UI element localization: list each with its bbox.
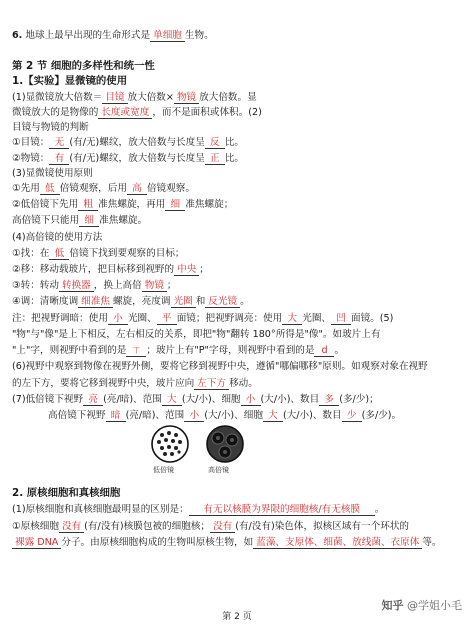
text-line: ①原核细胞 没有 (有/没有)核膜包被的细胞核； 没有 (有/没有)染色体，拟核区域有一个环状的	[12, 521, 410, 532]
text-line: (7)低倍镜下视野 亮 (亮/暗)、范围 大 (大/小)、细胞 小 (大/小)、数目 多 (多/少)；	[12, 394, 379, 405]
text-line: ①找：在 低 倍镜下找到要观察的目标；	[12, 248, 185, 259]
text-line: "物"与"像"是上下相反，左右相反的关系，即把"物"翻转 180°所得是"像"。如玻片上有	[12, 329, 381, 340]
low-power-caption: 低倍镜	[153, 466, 174, 474]
text-line: ②物镜： 有 (有/无)螺纹，放大倍数与长度呈 正 比。	[12, 153, 245, 164]
subsection-heading-2: 2. 原核细胞和真核细胞	[12, 487, 121, 499]
text-line: (4)高倍镜的使用方法	[12, 232, 103, 243]
text-line: 目镜与物镜的判断	[12, 122, 89, 133]
text-line: ②移：移动载玻片，把目标移到视野的 中央 ；	[12, 264, 209, 275]
text-line: (3)显微镜使用原则	[12, 168, 93, 179]
high-power-field-illustration	[205, 424, 245, 464]
text-line: ④调：清晰度调 细准焦 螺旋，亮度调 光圈 和 反光镜 。	[12, 296, 250, 307]
subsection-heading-1: 1.【实验】显微镜的使用	[12, 75, 128, 87]
text-line: 裸露 DNA 分子。由原核细胞构成的生物叫原核生物，如 蓝藻、支原体、细菌、放线菌、衣原体 等。	[12, 537, 466, 549]
text-line: "上"字，则视野中看到的是 ㄒ ；玻片上有"P"字母，则视野中看到的是 d 。	[12, 345, 345, 356]
text-line: 高倍镜下只能用 细 准焦螺旋。	[12, 215, 148, 226]
text-line: (1)显微镜放大倍数＝ 目镜 放大倍数× 物镜 放大倍数。显	[12, 92, 257, 103]
text-line: 高倍镜下视野 暗 (亮/暗)、范围 小 (大/小)、细胞 大 (大/小)、数目 少 (多/少)。	[48, 410, 402, 421]
text-line: 的左下方，要将它移到视野中央，玻片应向 左下方 移动。	[12, 378, 258, 389]
text-line: ②低倍镜下先用 粗 准焦螺旋，再用 细 准焦螺旋；	[12, 199, 234, 210]
text-line: 微镜放大的是物像的 长度或宽度 ，而不是面积或体积。(2)	[12, 107, 262, 118]
text-line: ③转：转动 转换器 ，换上高倍 物镜 ；	[12, 280, 177, 291]
text-line: ①先用 低 倍镜观察，后用 高 倍镜观察。	[12, 183, 195, 194]
low-power-field-illustration	[150, 424, 190, 464]
text-line: 注：把视野调暗：使用 小 光圈、 平 面镜；把视野调亮：使用 大 光圈、 凹 面镜。(5)	[12, 313, 394, 324]
question-6: 6. 地球上最早出现的生命形式是 单细胞 生物。	[12, 30, 214, 41]
high-power-caption: 高倍镜	[208, 466, 229, 474]
text-line: ①目镜： 无 (有/无)螺纹，放大倍数与长度呈 反 比。	[12, 137, 245, 148]
text-line: (1)原核细胞和真核细胞最明显的区别是： 有无以核膜为界限的细胞核/有无核膜 。	[12, 504, 385, 515]
text-line: (6)视野中观察到物像在视野外侧，要将它移到视野中央，遵循"哪偏哪移"原则。如观察对象在视野	[12, 361, 428, 372]
page-number: 第 2 页	[222, 612, 252, 622]
question-number: 6.	[12, 30, 23, 41]
section-heading: 第 2 节 细胞的多样性和统一性	[12, 60, 155, 72]
answer-blank: 单细胞	[150, 30, 185, 42]
watermark: 知乎 @学姐小毛	[381, 599, 462, 612]
